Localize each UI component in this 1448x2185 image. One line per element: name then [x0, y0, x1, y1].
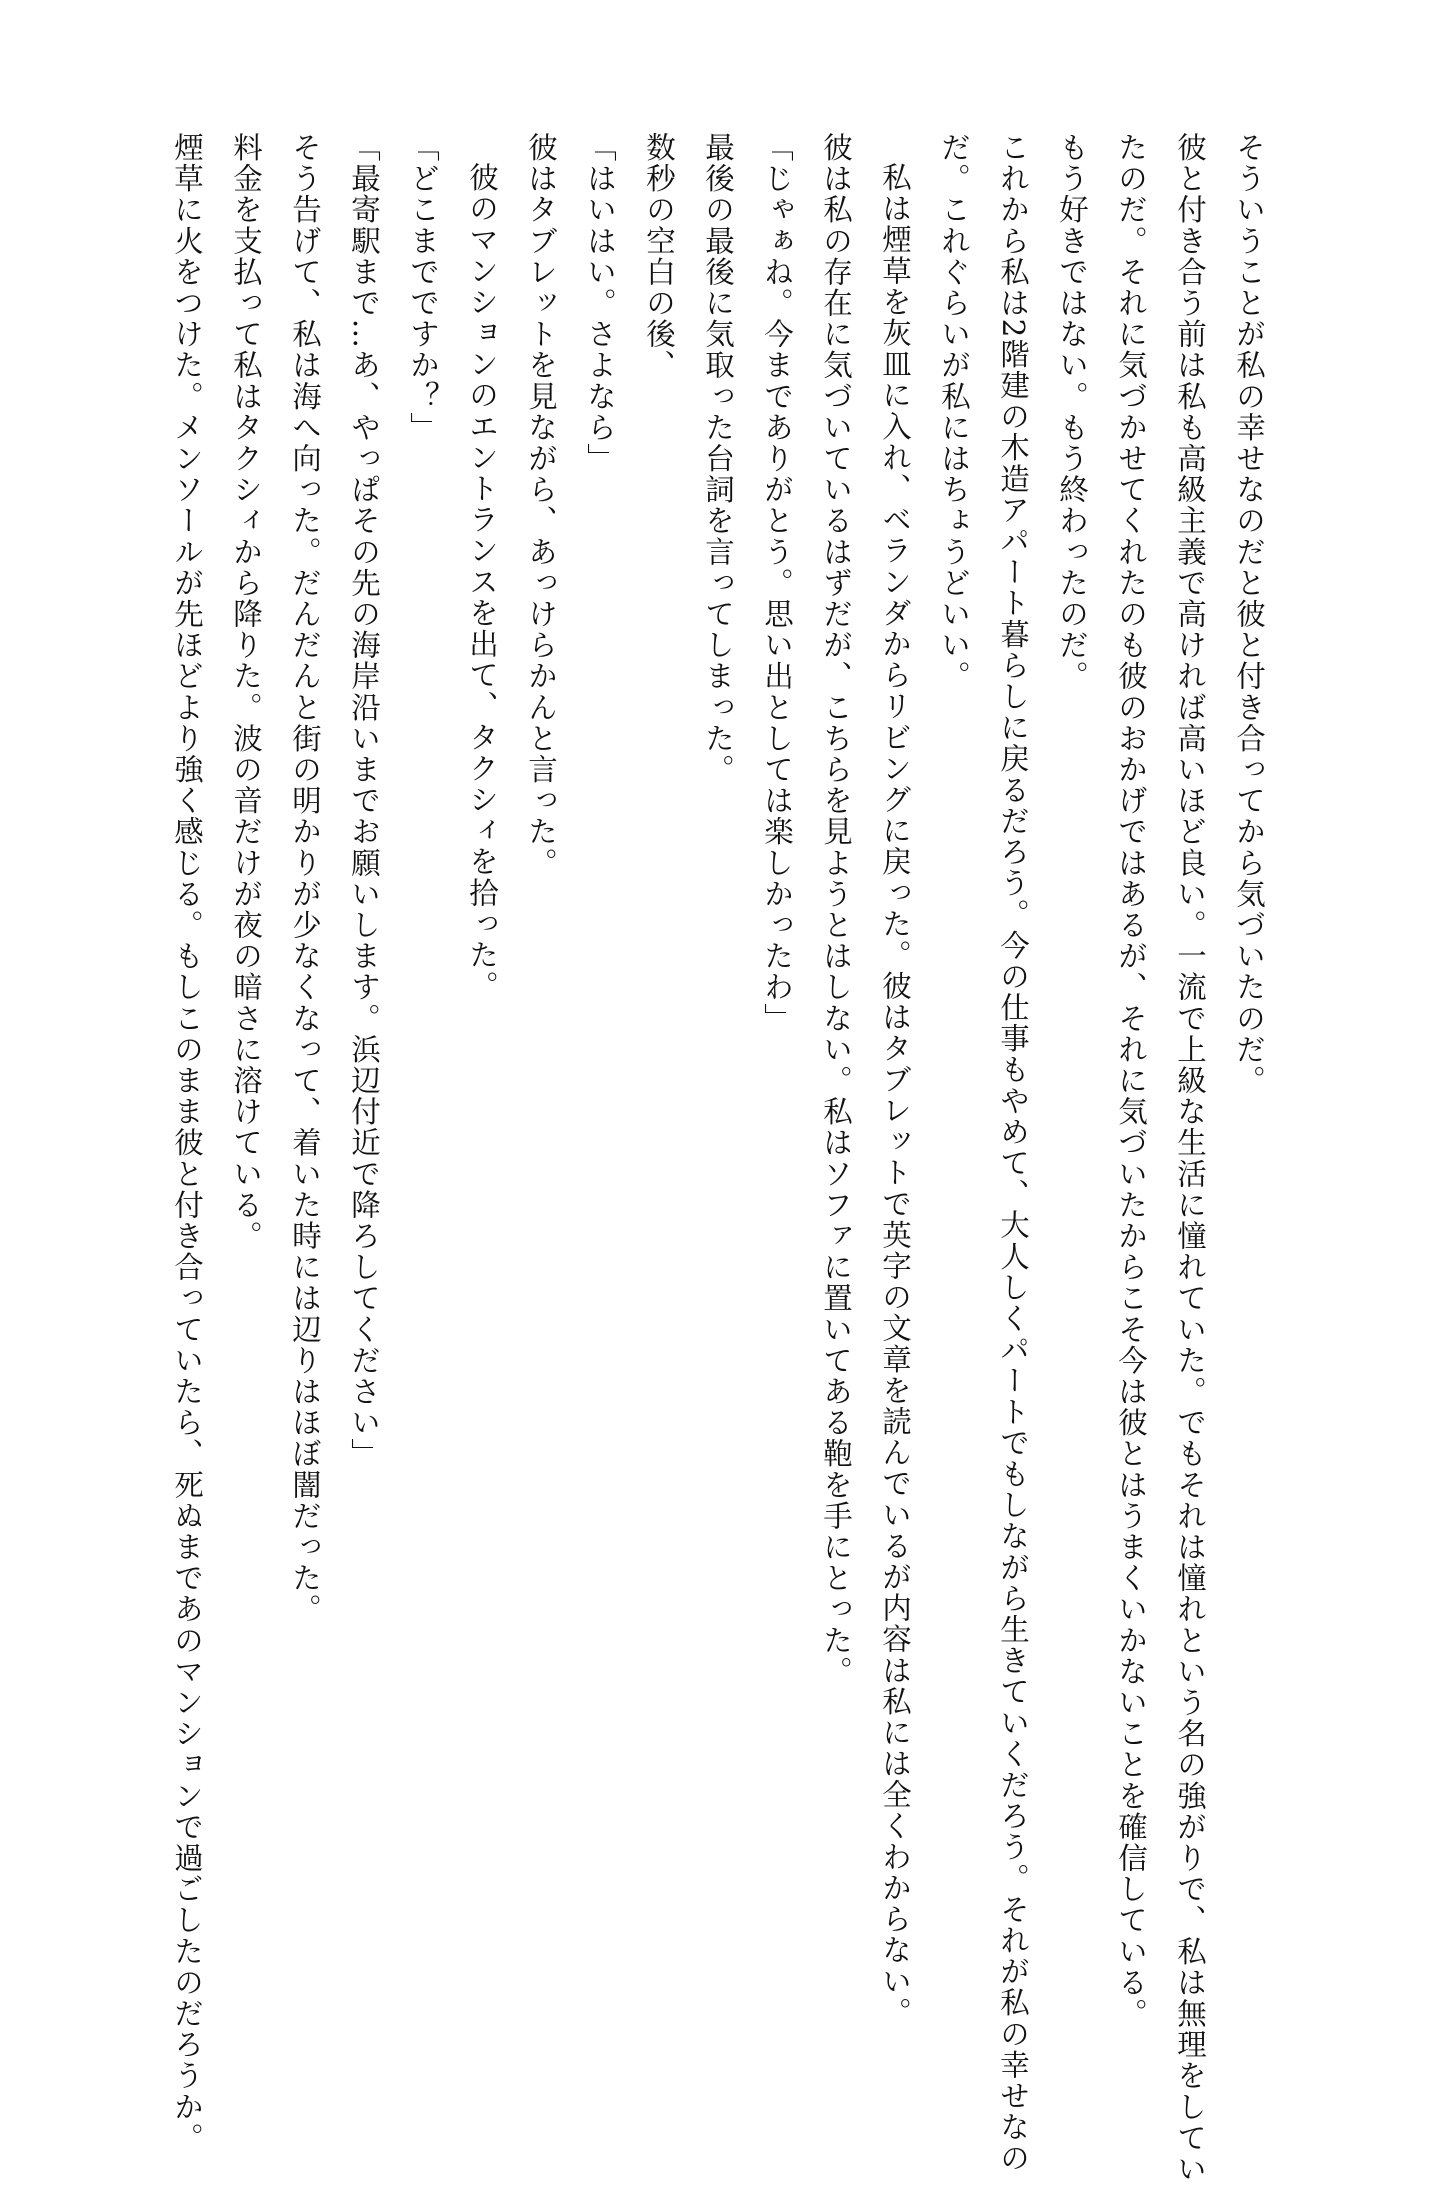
text-line: 「はいはい。さよなら」 [583, 132, 617, 475]
text-line: これから私は2階建の木造アパート暮らしに戻るだろう。今の仕事もやめて、大人しくパートでもしながら生きていくだろう。それが私の幸せなの [996, 132, 1030, 2174]
text-line: 彼はタブレットを見ながら、あっけらかんと言った。 [524, 132, 558, 879]
text-line: 「じゃぁね。今までありがとう。思い出としては楽しかったわ」 [760, 132, 794, 1034]
text-line: そういうことが私の幸せなのだと彼と付き合ってから気づいたのだ。 [1232, 132, 1266, 1097]
text-line: 彼は私の存在に気づいているはずだが、こちらを見ようとはしない。私はソファに置いてある鞄を手にとった。 [819, 132, 853, 1687]
text-line: そう告げて、私は海へ向った。だんだんと街の明かりが少なくなって、着いた時には辺りはほぼ闇だった。 [288, 132, 322, 1625]
text-line: たのだ。それに気づかせてくれたのも彼のおかげではあるが、それに気づいたからこそ今は彼とはうまくいかないことを確信している。 [1114, 132, 1148, 2030]
text-line: もう好きではない。もう終わったのだ。 [1055, 132, 1089, 692]
text-line: だ。これぐらいが私にはちょうどいい。 [937, 132, 971, 692]
text-line: 煙草に火をつけた。メンソールが先ほどより強く感じる。もしこのまま彼と付き合っていたら、死ぬまであのマンションで過ごしたのだろうか。 [170, 132, 204, 2154]
text-line: 最後の最後に気取った台詞を言ってしまった。 [701, 132, 735, 786]
text-line: 彼のマンションのエントランスを出て、タクシィを拾った。 [465, 161, 499, 1002]
vertical-text-body [138, 132, 1278, 2185]
text-line: 彼と付き合う前は私も高級主義で高ければ高いほど良い。一流で上級な生活に憧れていた。でもそれは憧れという名の強がりで、私は無理をしてい [1173, 132, 1207, 2185]
text-line: 私は煙草を灰皿に入れ、ベランダからリビングに戻った。彼はタブレットで英字の文章を読んでいるが内容は私には全くわからない。 [878, 161, 912, 2028]
text-line: 数秒の空白の後、 [642, 132, 676, 381]
text-line: 「最寄駅まで…あ、やっぱその先の海岸沿いまでお願いします。浜辺付近で降ろしてください」 [347, 132, 381, 1470]
text-line: 料金を支払って私はタクシィから降りた。波の音だけが夜の暗さに溶けている。 [229, 132, 263, 1252]
text-line: 「どこまでですか？」 [406, 132, 440, 443]
